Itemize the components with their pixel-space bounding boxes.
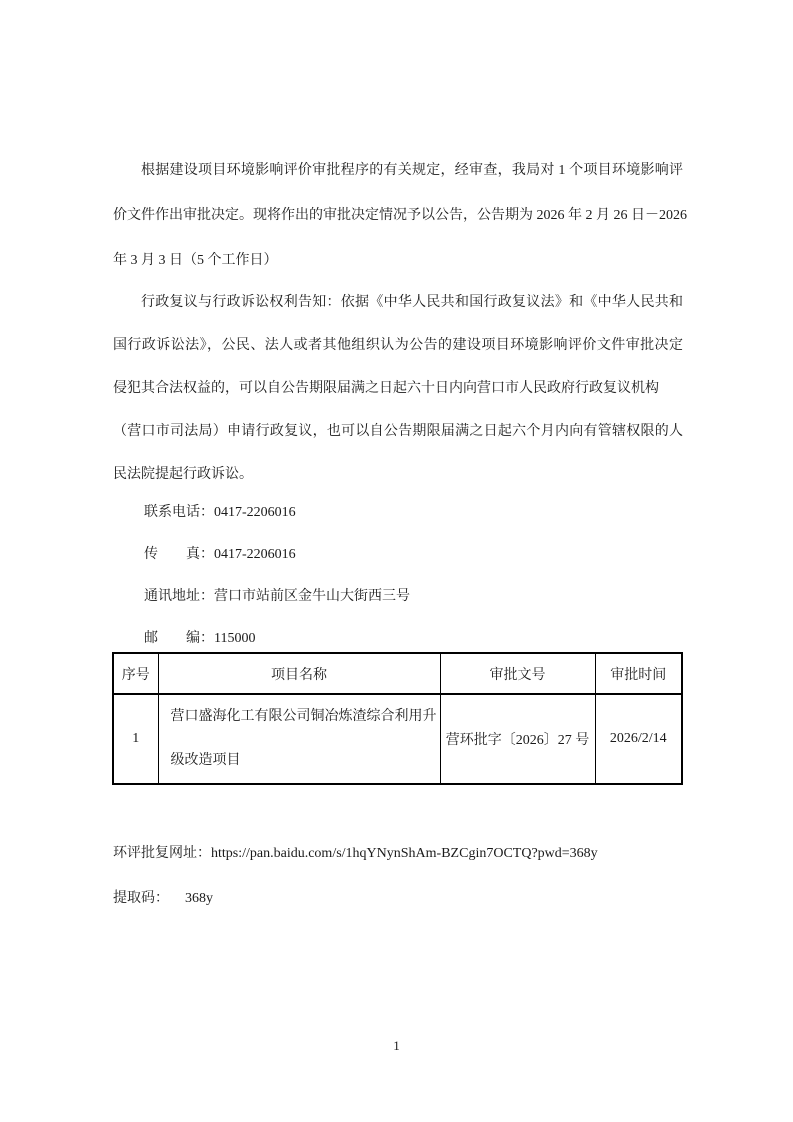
eia-url-label: 环评批复网址： — [113, 846, 211, 861]
paragraph-rights-notice — [113, 281, 683, 496]
table-header-approval-doc-no: 审批文号 — [440, 653, 595, 694]
cell-approval-date: 2026/2/14 — [595, 694, 682, 784]
table-row — [113, 694, 682, 784]
table-header-row — [113, 653, 682, 694]
paragraph-line: （营口市司法局）申请行政复议，也可以自公告期限届满之日起六个月内向有管辖权限的人 — [113, 424, 683, 439]
contact-info — [113, 492, 683, 660]
paragraph-line: 国行政诉讼法》，公民、法人或者其他组织认为公告的建设项目环境影响评价文件审批决定 — [113, 338, 683, 353]
extraction-code-line — [113, 876, 713, 921]
contact-fax: 传 真：0417-2206016 — [144, 547, 296, 562]
approval-table — [112, 652, 683, 785]
paragraph-line: 行政复议与行政诉讼权利告知：依据《中华人民共和国行政复议法》和《中华人民共和 — [141, 295, 683, 310]
table-header-no: 序号 — [113, 653, 158, 694]
paragraph-line: 年 3 月 3 日（5 个工作日） — [113, 253, 278, 268]
table-header-approval-date: 审批时间 — [595, 653, 682, 694]
paragraph-line: 价文件作出审批决定。现将作出的审批决定情况予以公告，公告期为 2026 年 2 月 26 日－2026 — [113, 208, 687, 223]
cell-project-name: 营口盛海化工有限公司铜冶炼渣综合利用升级改造项目 — [158, 694, 440, 784]
table-header-project-name: 项目名称 — [158, 653, 440, 694]
extraction-code-label: 提取码： — [113, 891, 169, 906]
cell-approval-doc-no: 营环批字〔2026〕27 号 — [440, 694, 595, 784]
footer-links — [113, 831, 713, 921]
paragraph-announcement — [113, 148, 687, 283]
eia-url: https://pan.baidu.com/s/1hqYNynShAm-BZCgin7OCTQ?pwd=368y — [211, 846, 598, 861]
contact-postal-code: 邮 编：115000 — [144, 631, 256, 646]
paragraph-line: 民法院提起行政诉讼。 — [113, 467, 253, 482]
contact-address: 通讯地址：营口市站前区金牛山大街西三号 — [144, 589, 410, 604]
page-number: 1 — [393, 1038, 400, 1053]
eia-url-line — [113, 831, 713, 876]
paragraph-line: 根据建设项目环境影响评价审批程序的有关规定，经审查，我局对 1 个项目环境影响评 — [141, 163, 683, 178]
extraction-code: 368y — [185, 891, 213, 906]
paragraph-line: 侵犯其合法权益的，可以自公告期限届满之日起六十日内向营口市人民政府行政复议机构 — [113, 381, 659, 396]
contact-phone: 联系电话：0417-2206016 — [144, 505, 296, 520]
cell-no: 1 — [113, 694, 158, 784]
